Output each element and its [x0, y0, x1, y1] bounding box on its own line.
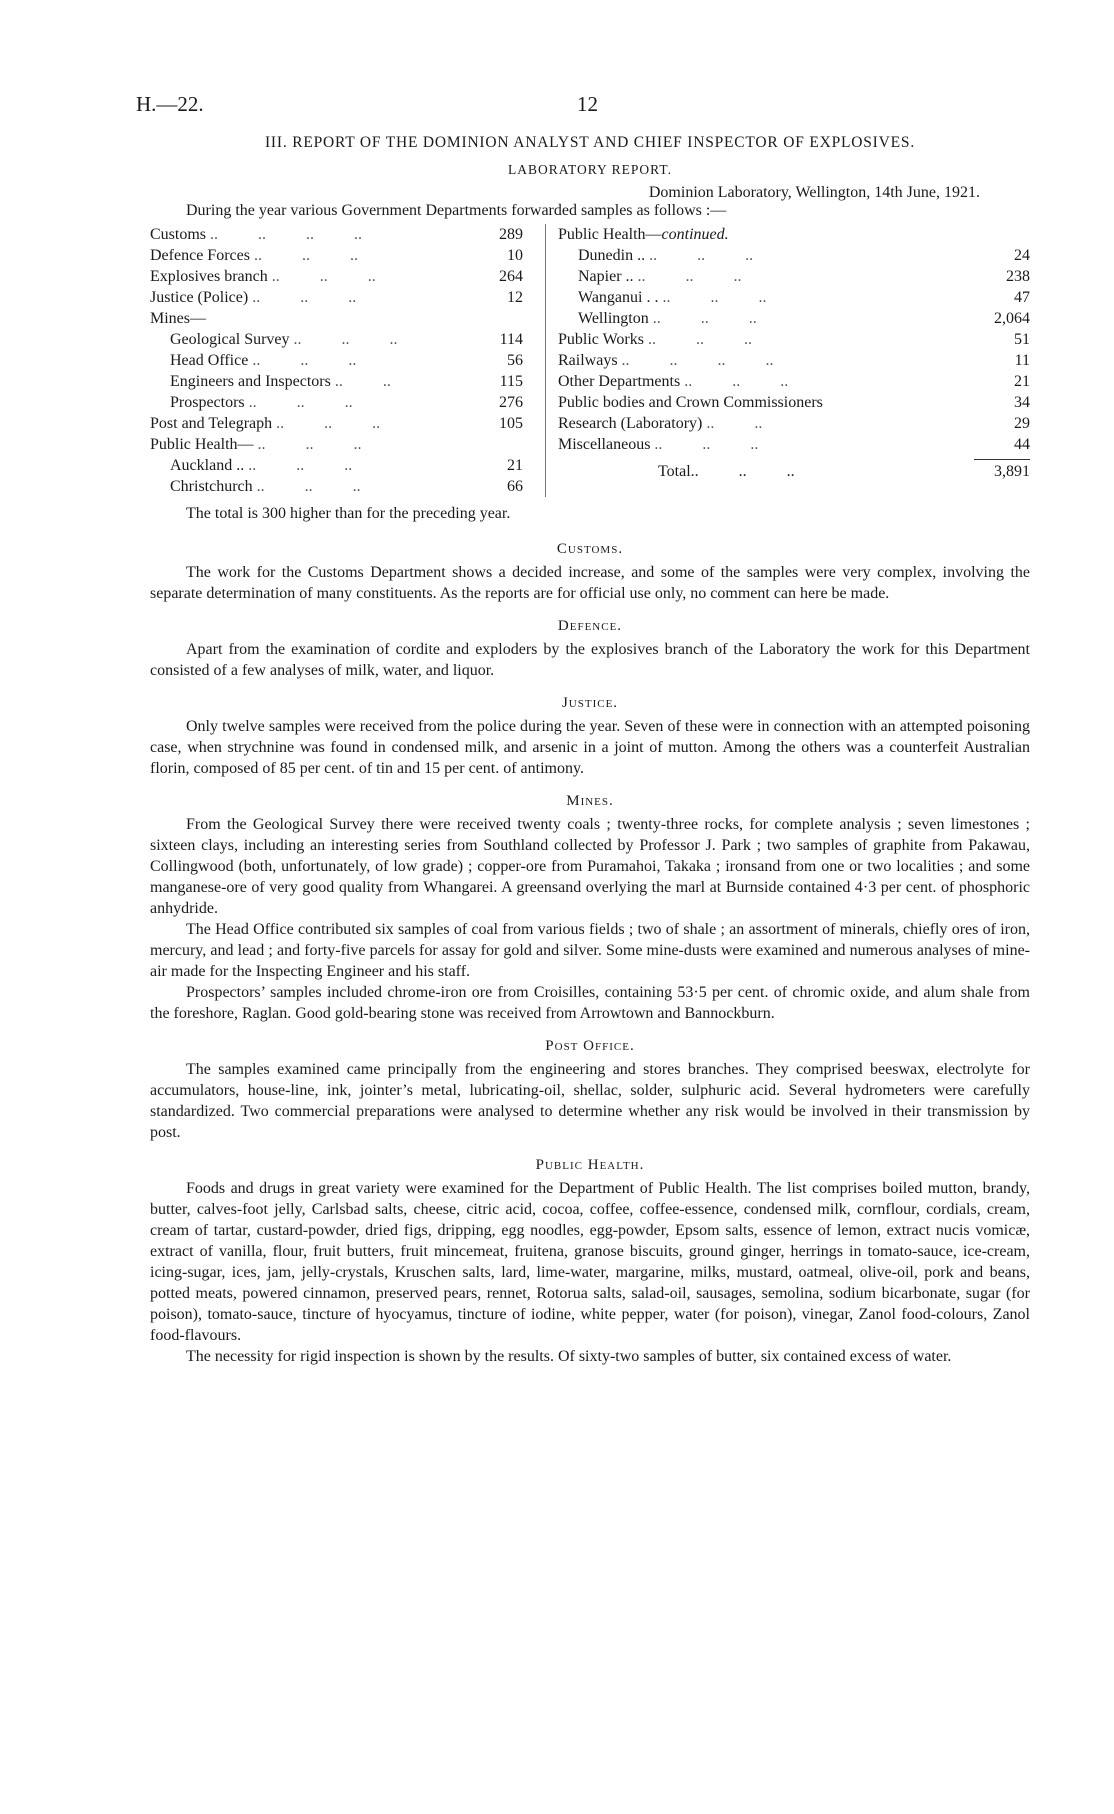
leader-dots: .. .. .. [253, 247, 358, 264]
leader-dots: .. .. .. [257, 436, 362, 453]
page-number: 12 [577, 92, 598, 116]
sample-count: 10 [507, 247, 523, 264]
leader-dots: .. .. .. [248, 457, 353, 474]
leader-dots: .. .. .. [271, 268, 376, 285]
sample-row [150, 476, 545, 497]
sample-label: Engineers and Inspectors [170, 373, 331, 390]
sample-row [150, 287, 545, 308]
sample-row [558, 245, 1030, 266]
sample-count: 289 [499, 226, 523, 243]
leader-dots: .. .. .. [654, 436, 759, 453]
section-heading: Justice. [561, 695, 619, 711]
sample-label: Public Works [558, 331, 644, 348]
section-heading: Customs. [556, 541, 624, 557]
leader-dots: .. .. .. [248, 394, 353, 411]
total-row [558, 461, 1030, 482]
page-header [136, 92, 1030, 126]
section-paragraph: Foods and drugs in great variety were examined for the Department of Public Health. The list comprises boiled mutton, brandy, butter, calves-foot jelly, Carlsbad salts, cheese, citric acid, cocoa, coffee, coffee-essence, condensed milk, cornflour, cordials, cream, cream of tartar, custard-powder, dried figs, dripping, egg noodles, egg-powder, Epsom salts, essence of lemon, extract nucis vomicæ, extract of vanilla, flour, fruit butters, fruit mincemeat, fruitena, granose biscuits, ground ginger, herrings in tomato-sauce, ice-cream, icing-sugar, ices, jam, jelly-crystals, Kruschen salts, lard, lime-water, margarine, milks, mustard, oatmeal, olive-oil, pork and beans, potted meats, powered cinnamon, preserved pears, rennet, Rotorua salts, salad-oil, sausages, semolina, sodium bicarbonate, sugar (for poison), tomato-sauce, tincture of hyocyamus, tincture of iodine, white pepper, water (for poison), vinegar, Zanol food-colours, Zanol food-flavours. [150, 1180, 1030, 1344]
sample-row [558, 266, 1030, 287]
samples-left-column [150, 224, 546, 497]
samples-right-rows [558, 245, 1030, 455]
sample-label: Public bodies and Crown Commissioners [558, 394, 823, 411]
leader-dots: .. .. .. [637, 268, 742, 285]
leader-dots: .. .. [334, 373, 391, 390]
sample-count: 12 [507, 289, 523, 306]
sample-label: Auckland .. [170, 457, 245, 474]
section-paragraph: Prospectors’ samples included chrome-iron ore from Croisilles, containing 53·5 per cent. of chromic oxide, and alum shale from the foreshore, Raglan. Good gold-bearing stone was received from Arrowtown and Bannockburn. [150, 984, 1030, 1022]
document-page [136, 92, 1030, 1367]
sample-row [558, 287, 1030, 308]
sample-label: Railways [558, 352, 618, 369]
heading-continued: continued. [661, 226, 729, 243]
leader-dots: .. .. .. [652, 310, 757, 327]
sample-count: 105 [499, 415, 523, 432]
sample-row [150, 455, 545, 476]
intro-text: During the year various Government Departments forwarded samples as follows :— [186, 202, 727, 219]
sample-count: 21 [1014, 373, 1030, 390]
heading-label: Public Health— [558, 226, 662, 243]
section-heading: Mines. [566, 793, 614, 809]
total-label: Total.. .. .. [658, 463, 795, 480]
sample-label: Other Departments [558, 373, 681, 390]
leader-dots: .. .. .. [662, 289, 767, 306]
section-paragraph: The samples examined came principally from the engineering and stores branches. They comprised beeswax, electrolyte for accumulators, house-line, ink, jointer’s metal, lubricating-oil, shellac, solder, sulphuric acid. Several hydrometers were carefully standardized. Two commercial preparations were analysed to determine whether any risk would be involved in their transmission by post. [150, 1061, 1030, 1141]
sample-row [150, 329, 545, 350]
sample-label: Justice (Police) [150, 289, 249, 306]
sample-row [150, 392, 545, 413]
sample-label: Post and Telegraph [150, 415, 273, 432]
total-note: The total is 300 higher than for the preceding year. [186, 505, 511, 522]
sample-label: Wellington [578, 310, 649, 327]
sample-count: 44 [1014, 436, 1030, 453]
sample-label: Dunedin .. [578, 247, 646, 264]
sample-count: 24 [1014, 247, 1030, 264]
leader-dots: .. .. .. [649, 247, 754, 264]
leader-dots: .. .. .. [276, 415, 381, 432]
sample-label: Geological Survey [170, 331, 290, 348]
section-paragraph: Only twelve samples were received from the police during the year. Seven of these were in connection with an attempted poisoning case, when strychnine was found in condensed milk, and arsenic in a joint of mutton. Among the others was a counterfeit Australian florin, composed of 85 per cent. of tin and 15 per cent. of antimony. [150, 718, 1030, 777]
sample-row [150, 266, 545, 287]
sample-row [150, 224, 545, 245]
leader-dots: .. .. .. [684, 373, 789, 390]
sample-row [150, 308, 545, 329]
section-paragraph: The necessity for rigid inspection is shown by the results. Of sixty-two samples of butter, six contained excess of water. [186, 1348, 952, 1365]
report-reference: H.—22. [136, 92, 204, 116]
sample-count: 114 [499, 331, 523, 348]
section-paragraph: The work for the Customs Department shows a decided increase, and some of the samples were very complex, involving the separate determination of many constituents. As the reports are for official use only, no comment can here be made. [150, 564, 1030, 602]
sample-count: 51 [1014, 331, 1030, 348]
sample-count: 264 [499, 268, 523, 285]
report-title: III. REPORT OF THE DOMINION ANALYST AND CHIEF INSPECTOR OF EXPLOSIVES. [264, 134, 916, 151]
section-heading: Public Health. [535, 1157, 645, 1173]
sample-count [483, 308, 523, 329]
sample-label: Research (Laboratory) [558, 415, 703, 432]
samples-table [150, 224, 1030, 497]
sample-row [558, 371, 1030, 392]
leader-dots: .. .. .. [293, 331, 398, 348]
leader-dots: .. .. .. [252, 352, 357, 369]
sample-row [558, 308, 1030, 329]
sample-label: Public Health— [150, 436, 254, 453]
sample-label: Explosives branch [150, 268, 268, 285]
sample-row [150, 371, 545, 392]
report-subtitle: LABORATORY REPORT. [508, 162, 672, 177]
section-paragraph: Apart from the examination of cordite and exploders by the explosives branch of the Laboratory the work for this Department consisted of a few analyses of milk, water, and liquor. [150, 641, 1030, 679]
leader-dots: .. .. .. .. [621, 352, 774, 369]
samples-right-column [546, 224, 1030, 497]
sample-row [150, 245, 545, 266]
dateline: Dominion Laboratory, Wellington, 14th June, 1921. [648, 184, 980, 201]
sample-count: 2,064 [994, 310, 1030, 327]
sample-label: Mines— [150, 310, 206, 327]
section-paragraph: From the Geological Survey there were received twenty coals ; twenty-three rocks, for complete analysis ; seven limestones ; sixteen clays, including an interesting series from Southland collected by Professor J. Park ; two samples of graphite from Pakawau, Collingwood (both, unfortunately, of low grade) ; copper-ore from Puramahoi, Takaka ; ironsand from one or two localities ; and some manganese-ore of very good quality from Whangarei. A greensand overlying the marl at Burnside contained 4·3 per cent. of phosphoric anhydride. [150, 816, 1030, 917]
report-sections [150, 541, 1030, 1367]
sample-row [150, 350, 545, 371]
sample-count: 238 [1006, 268, 1030, 285]
sample-label: Christchurch [170, 478, 253, 495]
sample-count: 115 [499, 373, 523, 390]
sample-row [558, 392, 1030, 413]
sample-count: 11 [1014, 352, 1030, 369]
sample-label: Defence Forces [150, 247, 250, 264]
sample-count [483, 434, 523, 455]
leader-dots: .. .. .. .. [210, 226, 363, 243]
sample-count: 47 [1014, 289, 1030, 306]
sample-row [150, 434, 545, 455]
sample-count: 21 [507, 457, 523, 474]
total-dots: .. .. .. [690, 463, 795, 480]
leader-dots: .. .. [706, 415, 763, 432]
sample-label: Head Office [170, 352, 249, 369]
sample-label: Napier .. [578, 268, 634, 285]
sample-count: 66 [507, 478, 523, 495]
sample-count: 29 [1014, 415, 1030, 432]
sample-label: Customs [150, 226, 207, 243]
sample-row [558, 350, 1030, 371]
leader-dots: .. .. .. [647, 331, 752, 348]
samples-right-heading [558, 224, 1030, 245]
sample-count: 276 [499, 394, 523, 411]
sample-row [150, 413, 545, 434]
section-paragraph: The Head Office contributed six samples of coal from various fields ; two of shale ; an assortment of minerals, chiefly ores of iron, mercury, and lead ; and forty-five parcels for assay for gold and silver. Some mine-dusts were examined and numerous analyses of mine-air made for the Inspecting Engineer and his staff. [150, 921, 1030, 980]
sample-row [558, 329, 1030, 350]
total-value: 3,891 [994, 463, 1030, 480]
leader-dots: .. .. .. [256, 478, 361, 495]
sample-label: Wanganui . . [578, 289, 659, 306]
sample-label: Prospectors [170, 394, 245, 411]
sample-label: Miscellaneous [558, 436, 651, 453]
sample-row [558, 434, 1030, 455]
sample-count: 56 [507, 352, 523, 369]
sample-row [558, 413, 1030, 434]
sample-count: 34 [1014, 394, 1030, 411]
section-heading: Post Office. [545, 1038, 635, 1054]
leader-dots: .. .. .. [252, 289, 357, 306]
section-heading: Defence. [557, 618, 623, 634]
